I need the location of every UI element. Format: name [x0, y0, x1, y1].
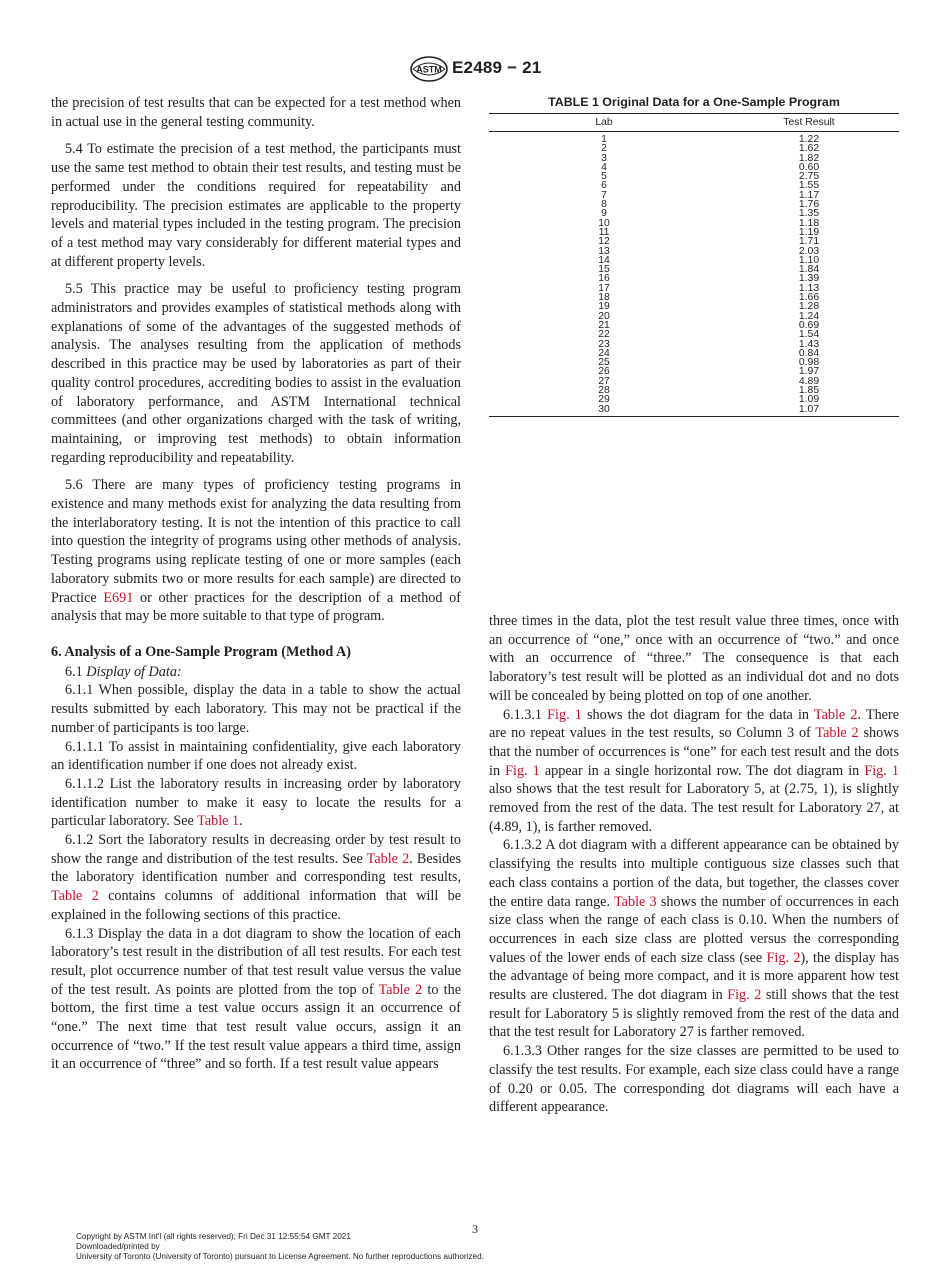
table-row: [489, 132, 899, 145]
cell-test-result: 1.19: [798, 226, 820, 238]
cell-lab: 30: [489, 405, 719, 417]
table-row: [489, 330, 899, 339]
table-row: [489, 349, 899, 358]
cell-lab: 18: [598, 292, 610, 304]
table-row: [489, 237, 899, 246]
cell-test-result: 1.55: [798, 180, 820, 192]
cell-test-result: 0.69: [798, 319, 820, 331]
paragraph-6-1-3-1: 6.1.3.1 Fig. 1 shows the dot diagram for the data in Table 2. There are no repeat values in the test results, so Column 3 of Table 2 shows that the number of occurrences is “one” for each test result and the dots in Fig. 1 appear in a single horizontal row. The dot diagram in Fig. 1 also shows that the test result for Laboratory 5, at (2.75, 1), is slightly removed from the rest of the data. The test result for Laboratory 27, at (4.89, 1), is farther removed.: [489, 706, 899, 835]
table-row: [489, 256, 899, 265]
table-row: [489, 247, 899, 256]
column-header-test-result: Test Result: [719, 114, 899, 132]
cell-lab: 1: [601, 134, 607, 145]
cell-lab: 3: [601, 152, 607, 164]
cell-test-result: 1.84: [798, 264, 820, 276]
svg-text:ASTM: ASTM: [416, 64, 442, 75]
link-table-2[interactable]: Table 2: [813, 706, 858, 723]
table-row: [489, 358, 899, 367]
cell-lab: 15: [598, 264, 610, 276]
table-row: [489, 144, 899, 153]
cell-test-result: 1.76: [798, 199, 820, 211]
cell-test-result: 1.17: [798, 189, 820, 201]
cell-test-result: 1.10: [798, 254, 820, 266]
cell-test-result: 1.22: [798, 134, 820, 145]
table-row: [489, 163, 899, 172]
table-row: [489, 377, 899, 386]
cell-lab: 2: [601, 143, 607, 155]
table-row: [489, 284, 899, 293]
paragraph-6-1-3: 6.1.3 Display the data in a dot diagram to show the location of each laboratory’s test result in the distribution of all test results. For each test result, plot occurrence number of that test result value versus the value of the test result. As points are plotted from the top of Table 2 to the bottom, the first time a test value occurs assign it an occurrence of “one.” The next time that test result value occurs, assign it an occurrence of “two.” If the test result value appears a third time, assign it an occurrence of “three” and so forth. If a test result value appears: [51, 925, 461, 1073]
table-row: [489, 302, 899, 311]
cell-lab: 11: [598, 226, 610, 238]
left-column: [51, 94, 461, 1074]
cell-lab: 25: [598, 357, 610, 369]
cell-test-result: 1.07: [719, 405, 899, 417]
cell-test-result: 1.66: [798, 292, 820, 304]
link-table-2[interactable]: Table 2: [378, 981, 423, 998]
cell-test-result: 1.13: [798, 282, 820, 294]
table-row: [489, 405, 899, 417]
link-table-3[interactable]: Table 3: [614, 893, 657, 910]
cell-lab: 12: [598, 236, 610, 248]
table-row: [489, 367, 899, 376]
cell-lab: 21: [598, 319, 610, 331]
paragraph-5-4: 5.4 To estimate the precision of a test method, the participants must use the same test method to obtain their test results, and testing must be performed under the conditions required for repeatability and reproducibility. The precision estimates are applicable to the property levels and material types included in the testing program. The precision of a test method may vary considerably for different material types and at different property levels.: [51, 141, 461, 270]
cell-lab: 29: [598, 394, 610, 406]
cell-lab: 16: [598, 273, 610, 285]
link-e691[interactable]: E691: [103, 589, 134, 606]
cell-lab: 19: [598, 301, 610, 313]
link-fig-2[interactable]: Fig. 2: [766, 949, 801, 966]
data-table: [489, 113, 899, 417]
table-row: [489, 395, 899, 404]
cell-lab: 13: [598, 245, 610, 257]
table-title: TABLE 1 Original Data for a One-Sample Program: [548, 95, 840, 109]
cell-test-result: 1.71: [798, 236, 820, 248]
cell-test-result: 1.09: [798, 394, 820, 406]
cell-lab: 20: [598, 310, 610, 322]
table-row: [489, 172, 899, 181]
copyright-footer: [76, 1232, 484, 1262]
page-number: 3: [472, 1222, 478, 1236]
cell-test-result: 0.84: [798, 347, 820, 359]
section-heading-6: 6. Analysis of a One-Sample Program (Method A): [51, 643, 352, 660]
footer-license-line: University of Toronto (University of Toronto) pursuant to License Agreement. No further reproductions authorized.: [76, 1252, 484, 1261]
link-fig-2[interactable]: Fig. 2: [727, 987, 762, 1004]
table-row: [489, 228, 899, 237]
table-row: [489, 321, 899, 330]
cell-test-result: 1.97: [798, 366, 820, 378]
table-row: [489, 386, 899, 395]
table-row: [489, 191, 899, 200]
cell-test-result: 1.28: [798, 301, 820, 313]
cell-test-result: 1.39: [798, 273, 820, 285]
cell-test-result: 1.82: [798, 152, 820, 164]
cell-test-result: 1.18: [798, 217, 820, 229]
link-table-2[interactable]: Table 2: [815, 725, 859, 742]
table-row: [489, 181, 899, 190]
table-row: [489, 219, 899, 228]
cell-lab: 14: [598, 254, 610, 266]
link-fig-1[interactable]: Fig. 1: [864, 762, 899, 779]
paragraph-6-1-1-1: 6.1.1.1 To assist in maintaining confidentiality, give each laboratory an identification number if one does not already exist.: [51, 738, 461, 774]
cell-lab: 10: [598, 217, 610, 229]
table-row: [489, 265, 899, 274]
cell-test-result: 1.24: [798, 310, 820, 322]
footer-copyright-line: Copyright by ASTM Int'l (all rights reserved); Fri Dec 31 12:55:54 GMT 2021: [76, 1232, 351, 1241]
cell-lab: 7: [601, 189, 607, 201]
cell-lab: 22: [598, 329, 610, 341]
paragraph-6-1: 6.1 Display of Data:: [65, 663, 182, 680]
cell-test-result: 0.60: [798, 161, 820, 173]
column-header-lab: Lab: [489, 114, 719, 132]
paragraph-5-5: 5.5 This practice may be useful to proficiency testing program administrators and provides examples of statistical methods along with explanations of some of the advantages of the suggested methods of analysis. The analyses resulting from the application of methods described in this practice may be used by laboratories as part of their quality control procedures, accrediting bodies to assist in the evaluation of laboratory performance, and ASTM International technical committees (and other organizations charged with the task of writing, maintaining, or improving test methods) to obtain information regarding reproducibility and repeatability.: [51, 281, 461, 466]
cell-test-result: 1.85: [798, 385, 820, 397]
astm-logo-icon: [410, 56, 448, 82]
table-row: [489, 154, 899, 163]
table-row: [489, 209, 899, 218]
table-row: [489, 340, 899, 349]
cell-test-result: 2.03: [798, 245, 820, 257]
cell-lab: 9: [601, 208, 607, 220]
paragraph-5-6: 5.6 There are many types of proficiency testing programs in existence and many methods exist for analyzing the data resulting from the interlaboratory testing. It is not the intention of this practice to call into question the integrity of programs using other methods of analysis. Testing programs using replicate testing of one or more samples (each laboratory submits two or more results for each sample) are directed to Practice E691 or other practices for the description of a method of analysis that may be more suitable to that type of program.: [51, 477, 461, 625]
table-body: [489, 132, 899, 417]
table-row: [489, 293, 899, 302]
cell-lab: 5: [601, 171, 607, 183]
cell-test-result: 1.35: [798, 208, 820, 220]
link-table-1[interactable]: Table 1: [197, 813, 240, 830]
table-1: [489, 94, 899, 417]
paragraph-continued: three times in the data, plot the test result value three times, once with an occurrence of “one,” once with an occurrence of “two.” and once with an occurrence of “three.” The consequence is that each laboratory’s test result will be plotted as an individual dot and no dots will be concealed by being plotted on top of one another.: [489, 613, 899, 704]
cell-test-result: 2.75: [798, 171, 820, 183]
cell-lab: 27: [598, 375, 610, 387]
table-row: [489, 312, 899, 321]
right-column: [489, 612, 899, 1117]
cell-lab: 26: [598, 366, 610, 378]
cell-lab: 28: [598, 385, 610, 397]
paragraph-6-1-3-2: 6.1.3.2 A dot diagram with a different appearance can be obtained by classifying the results into multiple contiguous size classes such that each class contains a portion of the data, but together, the classes cover the entire data range. Table 3 shows the number of occurrences in each size class when the range of each class is 0.10. When the numbers of occurrences in each size class are plotted versus the corresponding values of the lower ends of each size class (see Fig. 2), the display has the advantage of being more compact, and it is more apparent how test results are clustered. The dot diagram in Fig. 2 still shows that the test result for Laboratory 5 is slightly removed from the rest of the data and that the test result for Laboratory 27 is farther removed.: [489, 837, 899, 1041]
cell-lab: 6: [601, 180, 607, 192]
cell-lab: 24: [598, 347, 610, 359]
footer-downloaded-line: Downloaded/printed by: [76, 1242, 160, 1251]
link-fig-1[interactable]: Fig. 1: [547, 706, 582, 723]
cell-test-result: 1.43: [798, 338, 820, 350]
page-header: [0, 54, 950, 84]
paragraph-intro: the precision of test results that can be expected for a test method when in actual use in the general testing community.: [51, 95, 461, 130]
link-fig-1[interactable]: Fig. 1: [505, 762, 540, 779]
table-row: [489, 200, 899, 209]
table-row: [489, 274, 899, 283]
cell-test-result: 0.98: [798, 357, 820, 369]
paragraph-6-1-1: 6.1.1 When possible, display the data in a table to show the actual results submitted by each laboratory. This may not be practical if the number of participants is too large.: [51, 682, 461, 736]
cell-lab: 8: [601, 199, 607, 211]
paragraph-6-1-2: 6.1.2 Sort the laboratory results in decreasing order by test result to show the range and distribution of the test results. See Table 2. Besides the laboratory identification number and corresponding test results, Table 2 contains columns of additional information that will be explained in the following sections of this practice.: [51, 832, 461, 923]
cell-test-result: 1.54: [798, 329, 820, 341]
paragraph-6-1-3-3: 6.1.3.3 Other ranges for the size classes are permitted to be used to classify the test results. For example, each size class could have a range of 0.20 or 0.05. The corresponding dot diagrams will each have a different appearance.: [489, 1043, 899, 1116]
paragraph-6-1-1-2: 6.1.1.2 List the laboratory results in increasing order by laboratory identification number to make it easy to locate the results for a particular laboratory. See Table 1.: [51, 775, 461, 830]
cell-test-result: 4.89: [798, 375, 820, 387]
document-number: E2489 − 21: [452, 58, 542, 77]
link-table-2[interactable]: Table 2: [51, 888, 99, 905]
link-table-2[interactable]: Table 2: [366, 850, 410, 867]
cell-test-result: 1.62: [798, 143, 820, 155]
cell-lab: 17: [598, 282, 610, 294]
cell-lab: 4: [601, 161, 607, 173]
cell-lab: 23: [598, 338, 610, 350]
